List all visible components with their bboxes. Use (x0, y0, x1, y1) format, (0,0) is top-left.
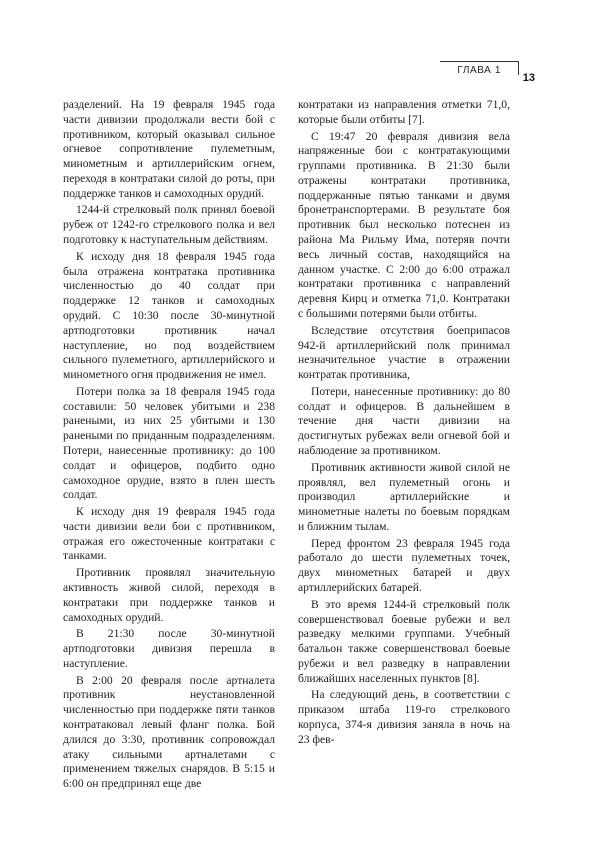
running-header (440, 61, 539, 87)
paragraph: К исходу дня 18 февраля 1945 года была отражена контратака противника численностью до 40 солдат при поддержке 12 танков и самоходных орудий. С 10:30 после 30-минутной артподготовки противник начал наступление, но под воздействием сильного пулеметного, артиллерийского и минометного огня продвижения не имел. (63, 249, 275, 382)
right-column (298, 98, 510, 750)
paragraph: Потери полка за 18 февраля 1945 года составили: 50 человек убитыми и 238 ранеными, из них 25 убитыми и 130 ранеными по приданным подразделениям. Потери, нанесенные противнику: до 100 солдат и офицеров, подбито одно самоходное орудие, взято в плен шесть солдат. (63, 384, 275, 502)
paragraph: Перед фронтом 23 февраля 1945 года работало до шести пулеметных точек, двух минометных батарей и двух артиллерийских батарей. (298, 536, 510, 594)
paragraph: С 19:47 20 февраля дивизия вела напряженные бои с контратакующими группами противника. В 21:30 были отражены контратаки противника, поддержанные пятью танками и двумя бронетранспортерами. В результате боя противник был несколько потеснен из района Ма Рильму Има, потеряв почти весь личный состав, находящийся на данном участке. С 2:00 до 6:00 отражал контратаки противника с направлений деревня Кирц и отметка 71,0. Контратаки с большими потерями были отбиты. (298, 129, 510, 320)
paragraph: Вследствие отсутствия боеприпасов 942-й артиллерийский полк принимал незначительное участие в отражении контратак противника, (298, 323, 510, 382)
paragraph: 1244-й стрелковый полк принял боевой рубеж от 1242-го стрелкового полка и вел подготовку к наступательным действиям. (63, 203, 275, 247)
paragraph: В 2:00 20 февраля после артналета противник неустановленной численностью при поддержке пяти танков контратаковал левый фланг полка. Бой длился до 3:30, противник сопровождал атаку сильными артналетами с применением тяжелых снарядов. В 5:15 и 6:00 он предпринял еще две (63, 673, 275, 791)
page-number: 13 (522, 72, 535, 84)
header-rule (440, 61, 519, 62)
paragraph: В 21:30 после 30-минутной артподготовки дивизия перешла в наступление. (63, 627, 275, 670)
paragraph: В это время 1244-й стрелковый полк совершенствовал боевые рубежи и вел разведку мелкими группами. Учебный батальон также совершенствовал боевые рубежи и вел разведку в направлении ближайших населенных пунктов [8]. (298, 597, 510, 685)
paragraph: контратаки из направления отметки 71,0, которые были отбиты [7]. (298, 98, 510, 126)
paragraph: Противник активности живой силой не проявлял, вел пулеметный огонь и производил артиллерийские и минометные налеты по боевым порядкам и ближним тылам. (298, 460, 510, 533)
chapter-title: ГЛАВА 1 (457, 65, 501, 76)
paragraph: К исходу дня 19 февраля 1945 года части дивизии вели бои с противником, отражая его ожесточенные контратаки с танками. (63, 505, 275, 563)
paragraph: Потери, нанесенные противнику: до 80 солдат и офицеров. В дальнейшем в течение дня части дивизии на достигнутых рубежах вели огневой бой и наблюдение за противником. (298, 384, 510, 457)
left-column (63, 98, 275, 794)
header-rule-tick (518, 61, 519, 75)
paragraph: Противник проявлял значительную активность живой силой, переходя в контратаки при поддержке танков и самоходных орудий. (63, 566, 275, 624)
paragraph: На следующий день, в соответствии с приказом штаба 119-го стрелкового корпуса, 374-я дивизия заняла в ночь на 23 фев- (298, 688, 510, 746)
paragraph: разделений. На 19 февраля 1945 года части дивизии продолжали вести бой с противником, который оказывал сильное огневое сопротивление пулеметным, минометным и артиллерийским огнем, переходя в контратаки силой до роты, при поддержке танков и самоходных орудий. (63, 98, 275, 200)
